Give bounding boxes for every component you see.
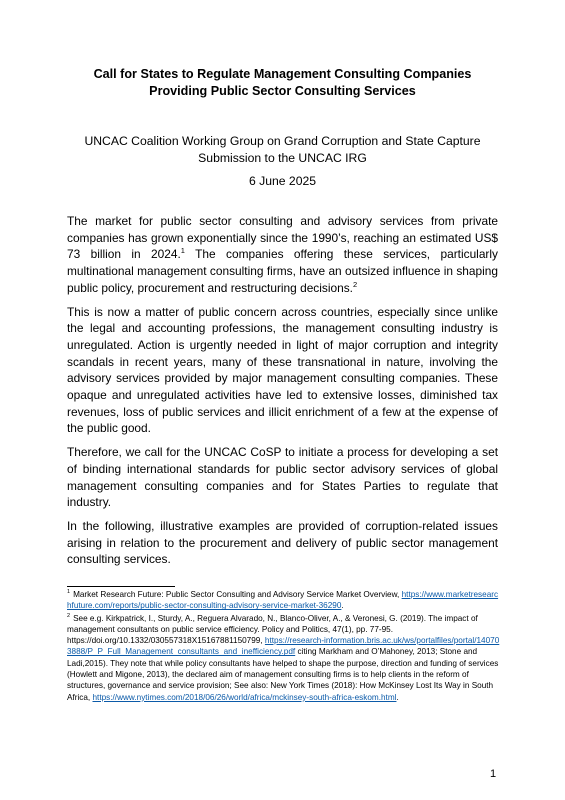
footnote-1 <box>67 589 500 612</box>
paragraph-3: Therefore, we call for the UNCAC CoSP to initiate a process for developing a set of binding international standards for public sector advisory services of global management consulting companies and for States Parties to regulate that industry. <box>67 445 498 510</box>
document-date: 6 June 2025 <box>248 174 317 188</box>
footnote-ref-1[interactable]: 1 <box>180 246 185 256</box>
paragraph-1-text-cont: The companies offering these services, particularly multinational management consulting firms, have an outsized influence in shaping public policy, procurement and restructuring decisions. <box>67 247 498 295</box>
footnote-1-text-end: . <box>341 601 344 611</box>
footnote-separator <box>67 586 175 587</box>
footnote-2-text: See e.g. Kirkpatrick, I., Sturdy, A., Reguera Alvarado, N., Blanco-Oliver, A., & Veronesi, G. (2019). The impact of management consultants on public service efficiency. Policy and Politics, 47(1), pp. 77-95. https://doi.org/10.1332/030557318X15167881150799, <box>67 613 478 646</box>
subtitle-line-2: Submission to the UNCAC IRG <box>198 150 367 165</box>
footnote-2-text-end: . <box>396 692 399 702</box>
subtitle-line-1: UNCAC Coalition Working Group on Grand Corruption and State Capture <box>84 134 481 148</box>
page-number: 1 <box>490 768 497 780</box>
paragraph-1-text: The market for public sector consulting and advisory services from private companies has grown exponentially since the 1990’s, reaching an estimated US$ 73 billion in 2024. <box>67 214 498 262</box>
footnote-2-text-cont: citing Markham and O’Mahoney, 2013; Stone and Ladi,2015). They note that while policy consultants have helped to shape the purpose, direction and funding of services (Howlett and Migone, 2013), the declared aim of management consulting firms is to help clients in the reform of structures, governance and service provision; See also: New York Times (2018): How McKinsey Lost Its Way in South Africa, <box>67 647 499 702</box>
paragraph-2: This is now a matter of public concern across countries, especially since unlike the legal and accounting professions, the management consulting industry is unregulated. Action is urgently needed in light of major corruption and integrity scandals in recent years, many of these transnational in nature, involving the advisory services provided by major management consulting companies. These opaque and unregulated activities have led to extensive losses, diminished tax revenues, loss of public services and illicit enrichment of a few at the expense of the public good. <box>67 304 498 436</box>
footnote-1-text: Market Research Future: Public Sector Consulting and Advisory Service Market Overview, <box>73 590 400 599</box>
title-line-1: Call for States to Regulate Management Consulting Companies <box>93 67 472 81</box>
footnote-1-link[interactable]: https://www.marketresearchfuture.com/reports/public-sector-consulting-advisory-service-market-36290 <box>67 590 499 611</box>
paragraph-1 <box>67 213 498 297</box>
footnotes <box>67 589 500 704</box>
footnote-2-link-2[interactable]: https://www.nytimes.com/2018/06/26/world/africa/mckinsey-south-africa-eskom.html <box>92 692 397 702</box>
title-line-2: Providing Public Sector Consulting Services <box>149 84 416 98</box>
document-title <box>40 66 525 100</box>
footnote-2-number: 2 <box>67 612 71 619</box>
footnote-2 <box>67 613 500 703</box>
document-subtitle <box>40 133 525 166</box>
footnote-2-link[interactable]: https://research-information.bris.ac.uk/ws/portalfiles/portal/140703888/P_P_Full_Management_consultants_and_inefficiency.pdf <box>67 636 500 657</box>
footnote-1-number: 1 <box>67 589 71 596</box>
body-text <box>67 213 498 575</box>
paragraph-4: In the following, illustrative examples are provided of corruption-related issues arising in relation to the procurement and delivery of public sector management consulting services. <box>67 518 498 567</box>
footnote-ref-2[interactable]: 2 <box>352 279 358 289</box>
